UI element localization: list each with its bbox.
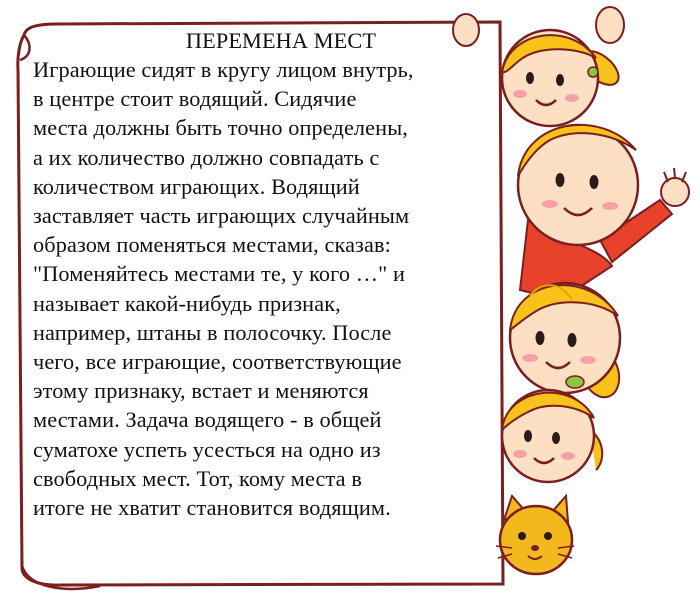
page-title: ПЕРЕМЕНА МЕСТ: [185, 28, 377, 53]
text-line: места должны быть точно определены,: [33, 115, 408, 141]
text-line: итоге не хватит становится водящим.: [33, 495, 391, 521]
text-line: а их количество должно совпадать с: [33, 144, 380, 170]
description-lines: [33, 55, 503, 522]
kid-waving-icon: [518, 125, 689, 300]
text-line: например, штаны в полосочку. После: [33, 319, 392, 345]
text-line: местами. Задача водящего - в общей: [33, 407, 382, 433]
text-line: в центре стоит водящий. Сидячие: [33, 86, 357, 112]
text-line: образом поменяться местами, сказав:: [33, 232, 391, 258]
cat-icon: [496, 496, 574, 574]
text-line: суматохе успеть усесться на одно из: [33, 436, 381, 462]
text-line: "Поменяйтесь местами те, у кого …" и: [33, 261, 406, 287]
text-line: называет какой-нибудь признак,: [33, 290, 341, 316]
text-line: Играющие сидят в кругу лицом внутрь,: [33, 57, 414, 82]
text-line: этому признаку, встает и меняются: [33, 378, 369, 404]
text-line: заставляет часть играющих случайным: [33, 203, 410, 229]
game-description: [33, 26, 503, 522]
kid-middle-icon: [510, 283, 626, 403]
text-line: чего, все играющие, соответствующие: [33, 349, 402, 375]
text-line: свободных мест. Тот, кому места в: [33, 465, 362, 491]
text-line: количеством играющих. Водящий: [33, 173, 360, 199]
kid-lower-icon: [502, 390, 602, 482]
